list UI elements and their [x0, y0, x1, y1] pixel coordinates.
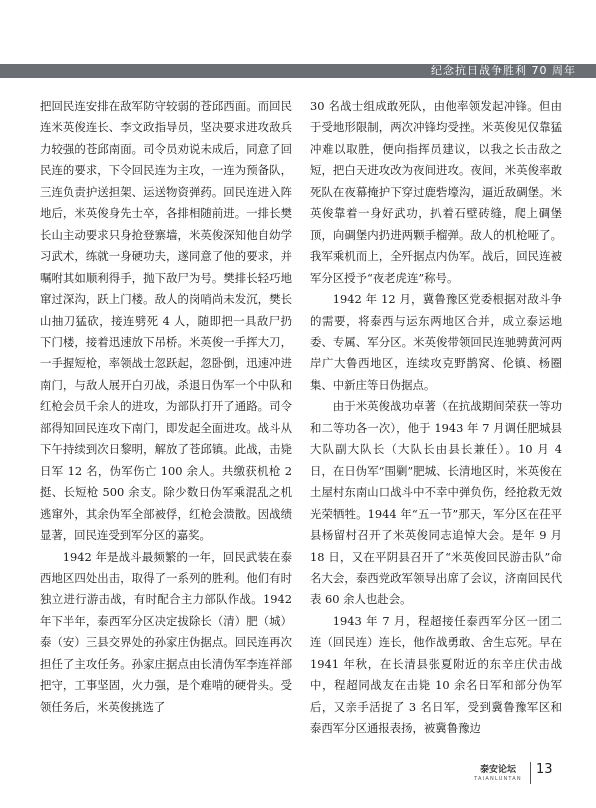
footer-logo: 泰安论坛 — [479, 765, 516, 775]
right-column — [310, 96, 562, 740]
left-paragraph-1: 把回民连安排在敌军防守较弱的苍邱西面。而回民连米英俊连长、李文政指导员，坚决要求进攻敌兵力较强的苍邱南面。司令员劝说未成后，同意了回民连的要求，下令回民连为主攻，一连为预备队，三连负责护送担架、运送物资弹药。回民连进入阵地后，米英俊身先士卒，各排相随前进。一排长樊长山主动要求只身抢登寨墙，米英俊深知他自幼学习武术，练就一身硬功夫，遂同意了他的要求，并嘱咐其如顺利得手，抛下敌尸为号。樊排长轻巧地窜过深沟，跃上门楼。敌人的岗哨尚未发沉，樊长山抽刀猛砍，接连劈死 4 人，随即把一具敌尸扔下门楼，接着迅速放下吊桥。米英俊一手挥大刀，一手握短枪，率领战士忽跃起，忽卧倒，迅速冲进南门，与敌人展开白刃战，杀退日伪军一个中队和红枪会员千余人的进攻，为部队打开了通路。司令部得知回民连攻下南门，即发起全面进攻。战斗从下午持续到次日黎明，解放了苍邱镇。此战，击毙日军 12 名，伪军伤亡 100 余人。共缴获机枪 2 挺、长短枪 500 余支。除少数日伪军乘混乱之机逃窜外，其余伪军全部被俘，红枪会溃散。因战绩显著，回民连受到军分区的嘉奖。 — [40, 99, 292, 543]
header-title: 纪念抗日战争胜利 70 周年 — [431, 64, 576, 77]
footer-logo-subtitle: TAIANLUNTAN — [474, 776, 522, 782]
right-paragraph-3: 由于米英俊战功卓著（在抗战期间荣获一等功和二等功各一次），他于 1943 年 7 月调任肥城县大队副大队长（大队长由县长兼任）。10 月 4 日，在日伪军“围剿”肥城、长清地区时，米英俊在土屋村东南山口战斗中不幸中弹负伤，经抢救无效光荣牺牲。1944 年“五一节”那天，军分区在茌平县杨留村召开了米英俊同志追悼大会。是年 9 月 18 日，又在平阴县召开了“米英俊回民游击队”命名大会，泰西党政军领导出席了会议，济南回民代表 60 余人也赴会。 — [310, 399, 562, 607]
left-paragraph-2: 1942 年是战斗最频繁的一年，回民武装在泰西地区四处出击，取得了一系列的胜利。他们有时独立进行游击战，有时配合主力部队作战。1942 年下半年，泰西军分区决定拔除长（清）肥（城）泰（安）三县交界处的孙家庄伪据点。回民连再次担任了主攻任务。孙家庄据点由长清伪军李连祥部把守，工事坚固，火力强，是个难啃的硬骨头。受领任务后，米英俊挑选了 — [40, 549, 292, 714]
right-paragraph-4: 1943 年 7 月，程超接任泰西军分区一团二连（回民连）连长，他作战勇敢、舍生忘死。早在 1941 年秋，在长清县张夏附近的东辛庄伏击战中，程超同战友在击毙 10 余名日军和部分伪军后，又亲手活捉了 3 名日军，受到冀鲁豫军区和泰西军分区通报表扬，被冀鲁豫边 — [310, 613, 562, 736]
header-bar — [0, 64, 596, 78]
page-footer — [470, 760, 566, 796]
page-number: 13 — [536, 762, 553, 777]
left-column — [40, 96, 292, 718]
right-paragraph-1: 30 名战士组成敢死队，由他率领发起冲锋。但由于受地形限制，两次冲锋均受挫。米英俊见仅靠猛冲难以取胜，便向指挥员建议，以我之长击敌之短，把白天进攻改为夜间进攻。夜间，米英俊率敢死队在夜幕掩护下穿过鹿砦壕沟，逼近敌碉堡。米英俊靠着一身好武功，扒着石壁砖缝，爬上碉堡顶，向碉堡内扔进两颗手榴弹。敌人的机枪哑了。我军乘机而上，全歼据点内伪军。战后，回民连被军分区授予“夜老虎连”称号。 — [310, 99, 562, 285]
footer-divider — [530, 762, 531, 784]
top-blank-band — [0, 0, 596, 64]
right-paragraph-2: 1942 年 12 月，冀鲁豫区党委根据对敌斗争的需要，将泰西与运东两地区合并，成立泰运地委、专属、军分区。米英俊带领回民连驰骋黄河两岸广大鲁西地区，连续攻克野鹊窝、伦镇、杨圈集、中新庄等日伪据点。 — [310, 292, 562, 392]
